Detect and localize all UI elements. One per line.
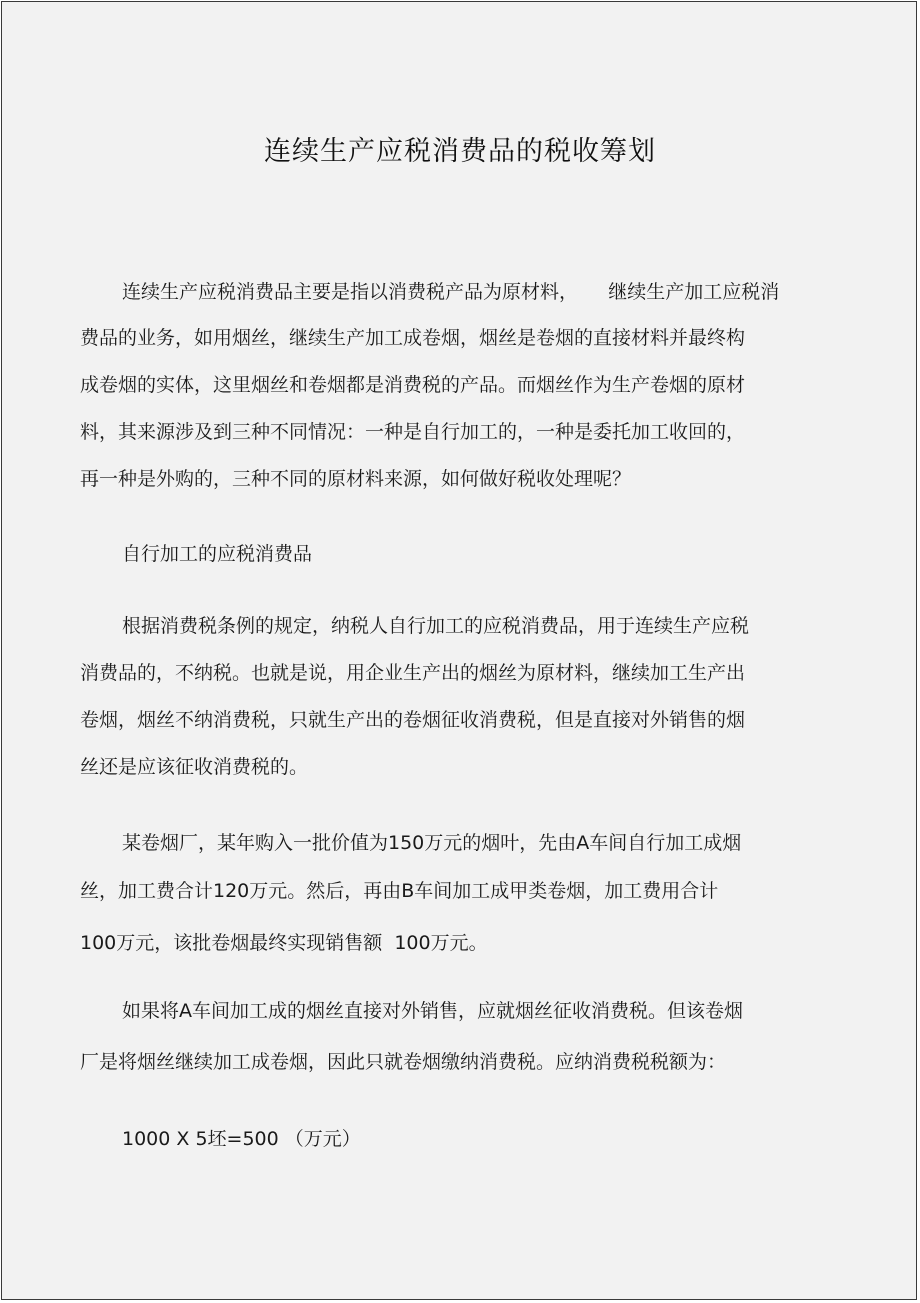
paragraph-3-line-2: 丝，加工费合计120万元。然后，再由B车间加工成甲类卷烟，加工费用合计 — [80, 880, 719, 902]
paragraph-2-line-2: 消费品的，不纳税。也就是说，用企业生产出的烟丝为原材料，继续加工生产出 — [80, 662, 746, 684]
document-page — [1, 1, 917, 1300]
paragraph-1-line-1: 连续生产应税消费品主要是指以消费税产品为原材料， 继续生产加工应税消 — [122, 281, 780, 303]
paragraph-4-line-2: 厂是将烟丝继续加工成卷烟，因此只就卷烟缴纳消费税。应纳消费税税额为： — [80, 1051, 727, 1073]
section-heading: 自行加工的应税消费品 — [122, 543, 313, 565]
paragraph-2-line-1: 根据消费税条例的规定，纳税人自行加工的应税消费品，用于连续生产应税 — [122, 615, 750, 637]
paragraph-1-line-4: 料，其来源涉及到三种不同情况：一种是自行加工的，一种是委托加工收回的， — [80, 421, 746, 443]
paragraph-2-line-3: 卷烟，烟丝不纳消费税，只就生产出的卷烟征收消费税，但是直接对外销售的烟 — [80, 709, 746, 731]
paragraph-4-line-1: 如果将A车间加工成的烟丝直接对外销售，应就烟丝征收消费税。但该卷烟 — [122, 1000, 743, 1022]
paragraph-3-line-3: 100万元，该批卷烟最终实现销售额 100万元。 — [80, 932, 488, 954]
paragraph-1-line-3: 成卷烟的实体，这里烟丝和卷烟都是消费税的产品。而烟丝作为生产卷烟的原材 — [80, 374, 746, 396]
paragraph-1-line-5: 再一种是外购的，三种不同的原材料来源，如何做好税收处理呢？ — [80, 468, 632, 490]
paragraph-3-line-1: 某卷烟厂，某年购入一批价值为150万元的烟叶，先由A车间自行加工成烟 — [122, 832, 742, 854]
paragraph-2-line-4: 丝还是应该征收消费税的。 — [80, 756, 309, 778]
formula-line: 1000 X 5坯=500 （万元） — [122, 1128, 361, 1150]
paragraph-1-line-2: 费品的业务，如用烟丝，继续生产加工成卷烟，烟丝是卷烟的直接材料并最终构 — [80, 327, 746, 349]
document-title: 连续生产应税消费品的税收筹划 — [264, 136, 656, 167]
